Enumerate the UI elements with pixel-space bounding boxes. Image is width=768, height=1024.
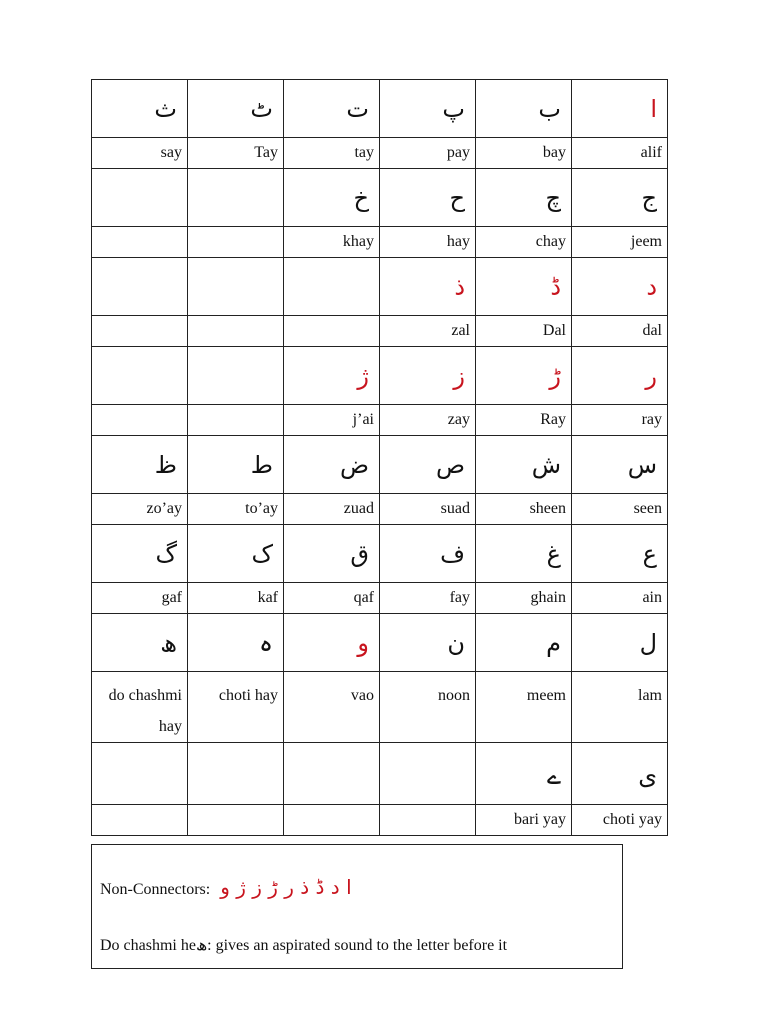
letter-name-cell — [92, 405, 188, 436]
letter-name-cell: choti yay — [572, 805, 668, 836]
letter-name-cell — [188, 227, 284, 258]
letter-name-cell: noon — [380, 672, 476, 743]
letter-cell: ذ — [380, 258, 476, 316]
name-row — [92, 583, 668, 614]
letter-cell: چ — [476, 169, 572, 227]
name-row — [92, 405, 668, 436]
non-connectors-label: Non-Connectors: — [100, 881, 211, 898]
letter-name-cell: zal — [380, 316, 476, 347]
letter-name-cell: meem — [476, 672, 572, 743]
letter-row — [92, 80, 668, 138]
non-connectors-letters: ا د ڈ ذ ر ڑ ز ژ و — [220, 875, 352, 899]
letter-cell: ن — [380, 614, 476, 672]
letter-cell: س — [572, 436, 668, 494]
letter-cell — [284, 743, 380, 805]
letter-cell — [92, 169, 188, 227]
letter-name-cell — [188, 316, 284, 347]
letter-cell: ہ — [188, 614, 284, 672]
letter-name-cell: do chashmi hay — [92, 672, 188, 743]
letter-name-cell — [284, 805, 380, 836]
name-row — [92, 138, 668, 169]
name-row — [92, 494, 668, 525]
letter-name-cell: say — [92, 138, 188, 169]
letter-cell: ک — [188, 525, 284, 583]
non-connectors-line — [100, 875, 352, 899]
letter-cell: ژ — [284, 347, 380, 405]
do-chashmi-glyph: ھ — [195, 935, 208, 954]
letter-name-cell: j’ai — [284, 405, 380, 436]
letter-name-cell: dal — [572, 316, 668, 347]
letter-cell: ر — [572, 347, 668, 405]
letter-name-cell: seen — [572, 494, 668, 525]
letter-cell: غ — [476, 525, 572, 583]
letter-name-cell: zay — [380, 405, 476, 436]
letter-cell: ی — [572, 743, 668, 805]
letter-cell — [188, 743, 284, 805]
letter-name-cell: gaf — [92, 583, 188, 614]
letter-cell — [92, 347, 188, 405]
letter-name-cell: kaf — [188, 583, 284, 614]
letter-name-cell: tay — [284, 138, 380, 169]
letter-name-cell: fay — [380, 583, 476, 614]
alphabet-table — [91, 79, 668, 836]
letter-row — [92, 614, 668, 672]
letter-cell: ع — [572, 525, 668, 583]
letter-cell: ح — [380, 169, 476, 227]
letter-cell: ط — [188, 436, 284, 494]
letter-name-cell — [284, 316, 380, 347]
letter-cell — [188, 347, 284, 405]
letter-name-cell: sheen — [476, 494, 572, 525]
letter-name-cell: bari yay — [476, 805, 572, 836]
letter-name-cell: ain — [572, 583, 668, 614]
letter-name-cell — [92, 805, 188, 836]
letter-row — [92, 169, 668, 227]
letter-name-cell: chay — [476, 227, 572, 258]
letter-cell: ا — [572, 80, 668, 138]
letter-name-cell — [92, 227, 188, 258]
letter-name-cell: Tay — [188, 138, 284, 169]
letter-cell: ق — [284, 525, 380, 583]
name-row — [92, 805, 668, 836]
letter-cell: گ — [92, 525, 188, 583]
letter-row — [92, 525, 668, 583]
letter-name-cell: vao — [284, 672, 380, 743]
letter-cell: ھ — [92, 614, 188, 672]
name-row — [92, 672, 668, 743]
letter-name-cell: qaf — [284, 583, 380, 614]
do-chashmi-note — [100, 935, 507, 955]
letter-cell: ڑ — [476, 347, 572, 405]
letter-name-cell: bay — [476, 138, 572, 169]
letter-cell: د — [572, 258, 668, 316]
letter-cell — [92, 258, 188, 316]
do-chashmi-suffix: : gives an aspirated sound to the letter before it — [207, 937, 508, 954]
letter-name-cell: khay — [284, 227, 380, 258]
letter-cell: ض — [284, 436, 380, 494]
letter-name-cell: hay — [380, 227, 476, 258]
letter-cell: ز — [380, 347, 476, 405]
letter-name-cell: jeem — [572, 227, 668, 258]
letter-row — [92, 347, 668, 405]
letter-cell: ٹ — [188, 80, 284, 138]
letter-cell: ت — [284, 80, 380, 138]
letter-name-cell: choti hay — [188, 672, 284, 743]
letter-row — [92, 258, 668, 316]
letter-cell: ظ — [92, 436, 188, 494]
letter-cell: ف — [380, 525, 476, 583]
letter-name-cell: lam — [572, 672, 668, 743]
letter-cell: ب — [476, 80, 572, 138]
letter-cell — [92, 743, 188, 805]
letter-name-cell: Ray — [476, 405, 572, 436]
letter-name-cell: ghain — [476, 583, 572, 614]
name-row — [92, 316, 668, 347]
letter-cell: ے — [476, 743, 572, 805]
letter-name-cell: to’ay — [188, 494, 284, 525]
letter-name-cell: zo’ay — [92, 494, 188, 525]
letter-name-cell — [188, 405, 284, 436]
letter-cell: ش — [476, 436, 572, 494]
letter-cell — [284, 258, 380, 316]
notes-box — [91, 844, 623, 969]
letter-cell: ج — [572, 169, 668, 227]
do-chashmi-prefix: Do chashmi he — [100, 937, 196, 954]
letter-name-cell: ray — [572, 405, 668, 436]
letter-cell: م — [476, 614, 572, 672]
letter-name-cell: alif — [572, 138, 668, 169]
letter-name-cell — [380, 805, 476, 836]
letter-row — [92, 743, 668, 805]
letter-cell — [188, 169, 284, 227]
letter-row — [92, 436, 668, 494]
letter-cell — [188, 258, 284, 316]
letter-name-cell — [188, 805, 284, 836]
letter-name-cell: Dal — [476, 316, 572, 347]
letter-cell: ص — [380, 436, 476, 494]
letter-name-cell: zuad — [284, 494, 380, 525]
letter-name-cell: suad — [380, 494, 476, 525]
letter-cell: ڈ — [476, 258, 572, 316]
letter-cell — [380, 743, 476, 805]
letter-cell: ل — [572, 614, 668, 672]
letter-name-cell — [92, 316, 188, 347]
name-row — [92, 227, 668, 258]
letter-cell: پ — [380, 80, 476, 138]
letter-cell: خ — [284, 169, 380, 227]
letter-cell: ث — [92, 80, 188, 138]
letter-cell: و — [284, 614, 380, 672]
letter-name-cell: pay — [380, 138, 476, 169]
